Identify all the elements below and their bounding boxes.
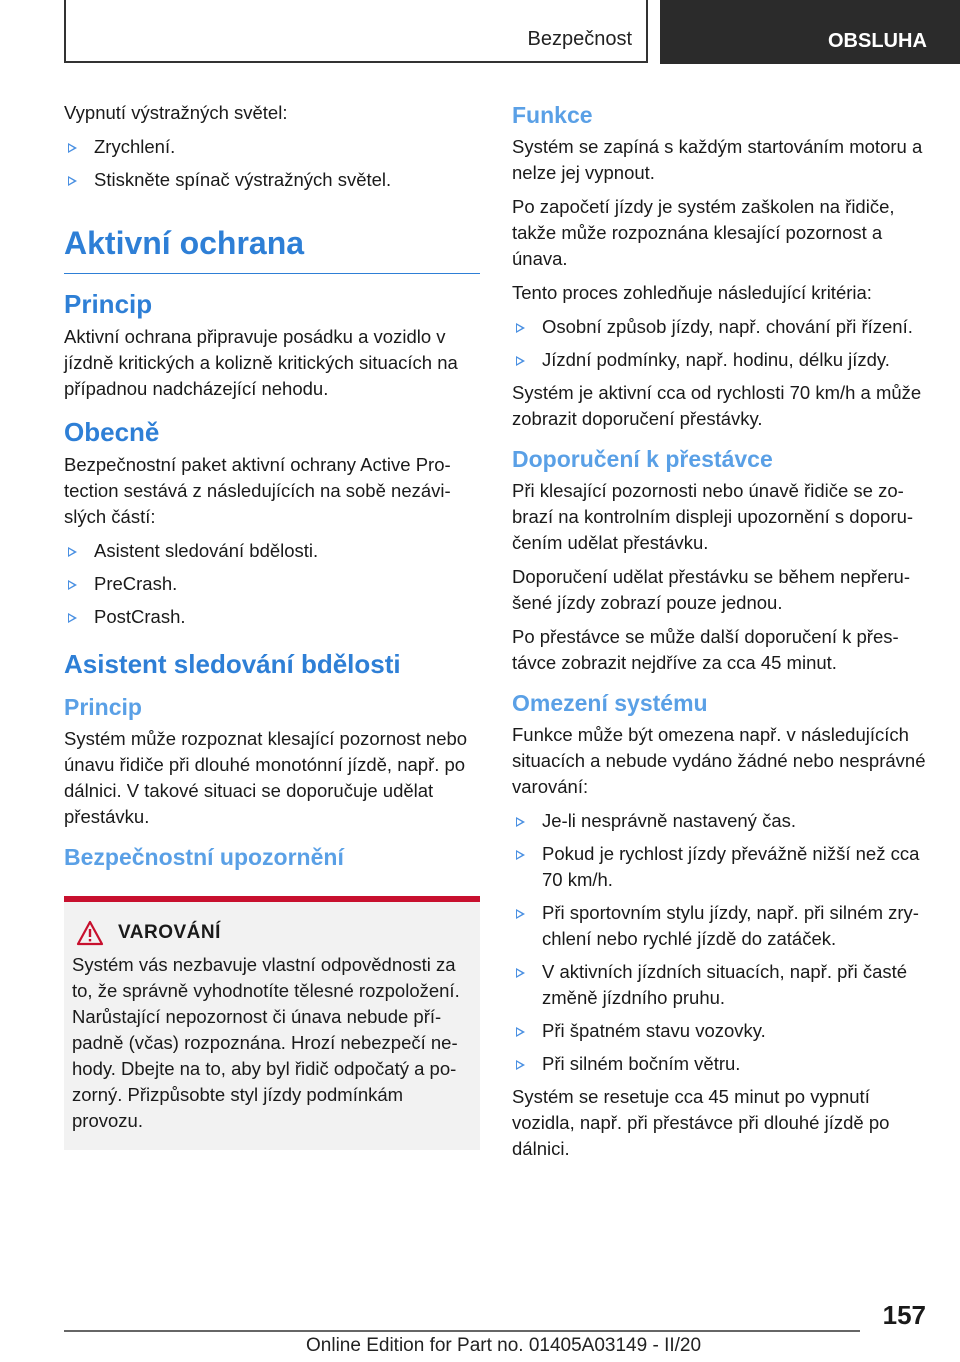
- break-paragraph: Při klesající pozornosti nebo únavě řidiče se zobrazí na kontrolním displeji upozornění s doporučením udělat přestávku.: [512, 480, 914, 553]
- list-item: Zrychlení.: [64, 134, 480, 160]
- triangle-bullet-icon: [68, 547, 77, 557]
- general-text: Bezpečnostní paket aktivní ochrany Active Protection sestává z následujících na sobě nezávislých částí:: [64, 454, 451, 527]
- triangle-bullet-icon: [516, 850, 525, 860]
- list-item: V aktivních jízdních situacích, např. při časté změně jízdního pruhu.: [512, 959, 928, 1011]
- list-item: Stiskněte spínač výstražných světel.: [64, 167, 480, 193]
- break-paragraph: Doporučení udělat přestávku se během nepřerušené jízdy zobrazí pouze jednou.: [512, 566, 910, 613]
- warning-title: VAROVÁNÍ: [118, 922, 221, 943]
- page-header: [0, 0, 960, 66]
- triangle-bullet-icon: [516, 356, 525, 366]
- list-item: Osobní způsob jízdy, např. chování při řízení.: [512, 314, 928, 340]
- warning-header: [72, 920, 472, 946]
- list-item: Při špatném stavu vozovky.: [512, 1018, 928, 1044]
- function-list: [512, 314, 928, 373]
- triangle-bullet-icon: [516, 817, 525, 827]
- function-heading: Funkce: [512, 102, 593, 128]
- triangle-bullet-icon: [516, 323, 525, 333]
- assistant-heading: Asistent sledování bdělosti: [64, 649, 401, 679]
- general-heading: Obecně: [64, 417, 160, 447]
- list-item: Asistent sledování bdělosti.: [64, 538, 480, 564]
- triangle-bullet-icon: [68, 613, 77, 623]
- triangle-bullet-icon: [68, 176, 77, 186]
- principle-text: Aktivní ochrana připravuje posádku a vozidlo v jízdně kritických a kolizně kritických situacích na případnou nadcházející nehodu.: [64, 326, 458, 399]
- header-chapter-tab: [660, 0, 960, 64]
- safety-heading: Bezpečnostní upozornění: [64, 844, 344, 870]
- header-chapter-label: OBSLUHA: [828, 30, 927, 52]
- assistant-principle-heading: Princip: [64, 694, 142, 720]
- triangle-bullet-icon: [516, 1060, 525, 1070]
- limits-paragraph: Systém se resetuje cca 45 minut po vypnutí vozidla, např. při přestávce při dlouhé jízdě po dálnici.: [512, 1086, 890, 1159]
- section-title: Aktivní ochrana: [64, 223, 480, 274]
- triangle-bullet-icon: [516, 968, 525, 978]
- list-item: PostCrash.: [64, 604, 480, 630]
- warning-triangle-icon: [76, 920, 104, 946]
- intro-list: [64, 134, 480, 193]
- right-column: [512, 100, 928, 1170]
- limits-list: [512, 808, 928, 1077]
- function-paragraph: Po započetí jízdy je systém zaškolen na řidiče, takže může rozpoznána klesající pozornost a únava.: [512, 196, 895, 269]
- triangle-bullet-icon: [516, 909, 525, 919]
- break-paragraph: Po přestávce se může další doporučení k přestávce zobrazit nejdříve za cca 45 minut.: [512, 626, 899, 673]
- function-paragraph: Systém je aktivní cca od rychlosti 70 km/h a může zobrazit doporučení přestávky.: [512, 382, 922, 429]
- warning-box: [64, 896, 480, 1150]
- list-item: Při sportovním stylu jízdy, např. při silném zrychlení nebo rychlé jízdě do zatáček.: [512, 900, 928, 952]
- general-list: [64, 538, 480, 630]
- header-frame: [64, 0, 648, 63]
- intro-text: Vypnutí výstražných světel:: [64, 102, 288, 123]
- function-paragraph: Tento proces zohledňuje následující kritéria:: [512, 282, 872, 303]
- list-item: Při silném bočním větru.: [512, 1051, 928, 1077]
- triangle-bullet-icon: [516, 1027, 525, 1037]
- principle-heading: Princip: [64, 289, 153, 319]
- header-section-title: Bezpečnost: [527, 28, 632, 50]
- left-column: [64, 100, 480, 1150]
- footer-divider: [64, 1330, 860, 1332]
- page-number: 157: [882, 1300, 926, 1330]
- limits-paragraph: Funkce může být omezena např. v následujících situacích a nebude vydáno žádné nebo nesprávné varování:: [512, 724, 926, 797]
- assistant-principle-text: Systém může rozpoznat klesající pozornost nebo únavu řidiče při dlouhé monotónní jízdě, např. po dálnici. V takové situaci se doporučuje udělat přestávku.: [64, 728, 468, 827]
- limits-heading: Omezení systému: [512, 690, 708, 716]
- triangle-bullet-icon: [68, 580, 77, 590]
- warning-text: Systém vás nezbavuje vlastní odpovědnosti za to, že správně vyhodnotíte tělesné rozpoložení. Narůstající nepozornost či únava nebude případně (včas) rozpoznána. Hrozí nebezpečí nehody. Dbejte na to, aby byl řidič odpočatý a pozorný. Přizpůsobte styl jízdy podmínkám provozu.: [72, 954, 460, 1131]
- break-heading: Doporučení k přestávce: [512, 446, 773, 472]
- triangle-bullet-icon: [68, 143, 77, 153]
- footer-edition: Online Edition for Part no. 01405A03149 - II/20: [306, 1335, 702, 1356]
- list-item: Pokud je rychlost jízdy převážně nižší než cca 70 km/h.: [512, 841, 928, 893]
- list-item: Jízdní podmínky, např. hodinu, délku jízdy.: [512, 347, 928, 373]
- list-item: Je-li nesprávně nastavený čas.: [512, 808, 928, 834]
- function-paragraph: Systém se zapíná s každým startováním motoru a nelze jej vypnout.: [512, 136, 923, 183]
- list-item: PreCrash.: [64, 571, 480, 597]
